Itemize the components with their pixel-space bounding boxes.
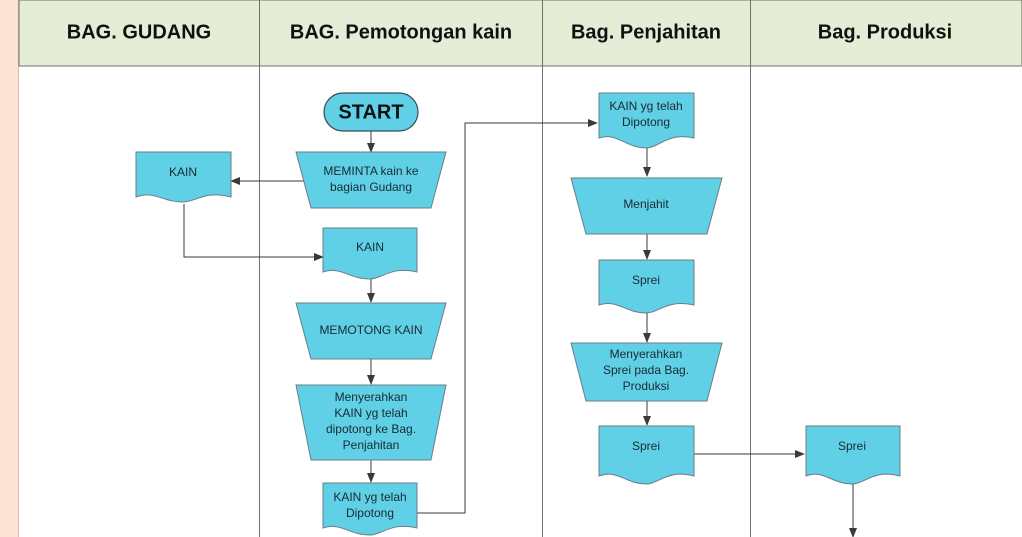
meminta-label-line-1: MEMINTA kain ke [323, 164, 419, 179]
memotong-process [296, 303, 446, 359]
kain-dipotong-b-line-1: KAIN yg telah [609, 99, 683, 114]
menyerahkan-kain-line-4: Penjahitan [342, 438, 400, 453]
kain-dipotong-a-line-2: Dipotong [345, 506, 395, 521]
kain-document-received [323, 228, 417, 279]
memotong-label: MEMOTONG KAIN [319, 323, 423, 338]
sprei-2-label: Sprei [631, 439, 661, 454]
kain-dipotong-document-pemotongan [323, 483, 417, 535]
lane-header-produksi: Bag. Produksi [817, 21, 953, 44]
menyerahkan-kain-process [296, 385, 446, 460]
sprei-1-label: Sprei [631, 273, 661, 288]
menjahit-process [571, 178, 722, 234]
connector-kain-dipotong-to-penjahitan [417, 123, 597, 513]
kain-gudang-label: KAIN [168, 165, 198, 180]
kain-dipotong-a-line-1: KAIN yg telah [333, 490, 407, 505]
lane-header-penjahitan: Bag. Penjahitan [570, 21, 722, 44]
connector-kain-to-received [184, 204, 323, 257]
sprei-document-1 [599, 260, 694, 313]
meminta-process [296, 152, 446, 208]
lane-header-gudang: BAG. GUDANG [66, 21, 212, 44]
sprei-document-produksi [806, 426, 900, 484]
kain-dipotong-b-line-2: Dipotong [621, 115, 671, 130]
menyerahkan-kain-line-2: KAIN yg telah [334, 406, 408, 421]
menjahit-label: Menjahit [623, 197, 669, 212]
kain-dipotong-document-penjahitan [599, 93, 694, 148]
start-label: START [338, 101, 404, 124]
menyerahkan-sprei-line-3: Produksi [622, 379, 670, 394]
menyerahkan-kain-line-3: dipotong ke Bag. [325, 422, 417, 437]
menyerahkan-sprei-line-2: Sprei pada Bag. [602, 363, 690, 378]
sprei-produksi-label: Sprei [837, 439, 867, 454]
kain-document-gudang [136, 152, 231, 202]
lane-header-pemotongan: BAG. Pemotongan kain [289, 21, 513, 44]
meminta-label-line-2: bagian Gudang [329, 180, 413, 195]
menyerahkan-sprei-line-1: Menyerahkan [609, 347, 683, 362]
menyerahkan-sprei-process [571, 343, 722, 401]
menyerahkan-kain-line-1: Menyerahkan [334, 390, 408, 405]
start-terminator [324, 93, 418, 131]
kain-received-label: KAIN [355, 240, 385, 255]
sprei-document-2 [599, 426, 694, 484]
